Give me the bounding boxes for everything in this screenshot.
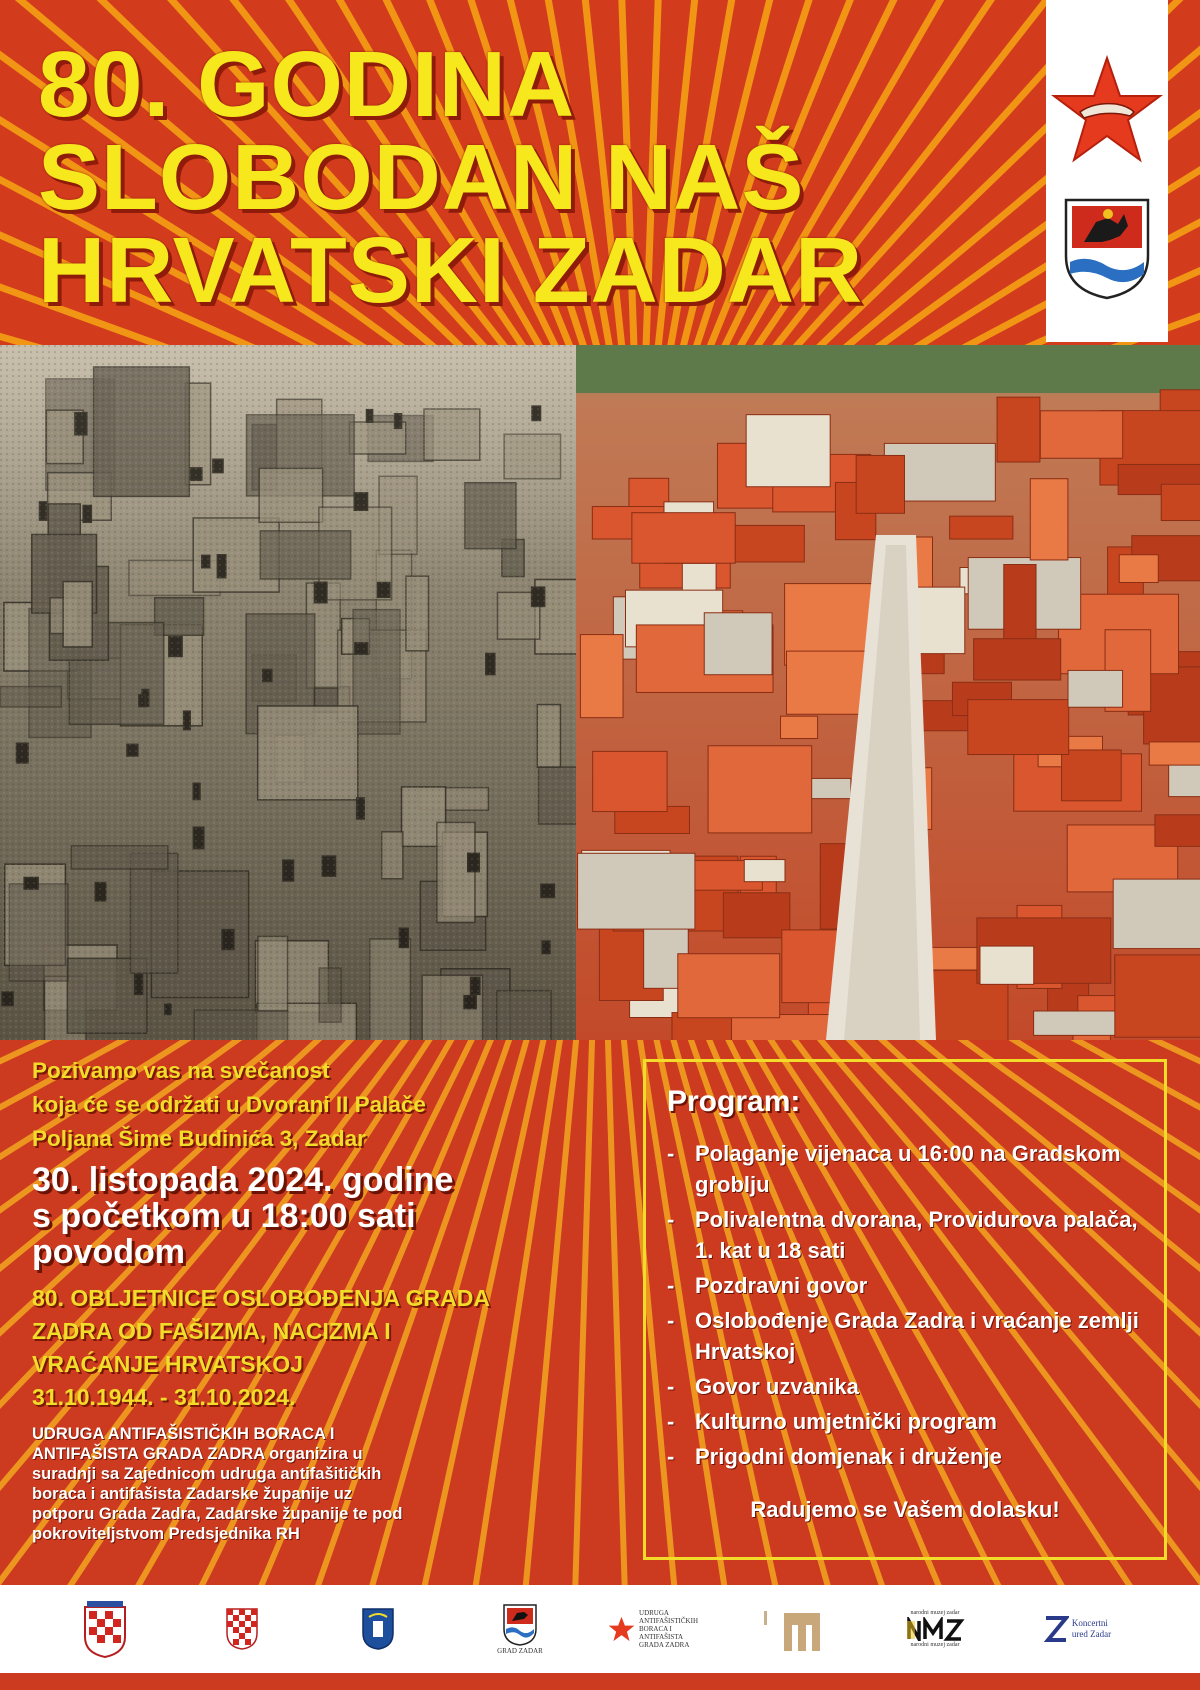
modern-zadar-aerial-photo — [576, 345, 1200, 1040]
heritage-logo — [760, 1597, 830, 1661]
nmz-bottom-caption: narodni muzej zadar — [910, 1642, 960, 1648]
roof-block — [704, 613, 772, 675]
aerial-city-illustration — [576, 345, 1200, 1040]
uabazg-caption-line: ANTIFAŠISTA — [639, 1633, 684, 1641]
ruins-illustration — [0, 345, 580, 1040]
roof-block — [1149, 742, 1200, 765]
date-line-2: s početkom u 18:00 sati — [32, 1197, 416, 1235]
list-dash: - — [667, 1444, 675, 1469]
anniversary-line-1: 80. OBLJETNICE OSLOBOĐENJA GRADA — [32, 1285, 490, 1311]
invite-line-1: Pozivamo vas na svečanost — [32, 1058, 330, 1083]
then-and-now-photos — [0, 345, 1200, 1040]
title-line-2: SLOBODAN NAŠ — [38, 125, 805, 229]
roof-block — [1160, 390, 1200, 413]
invite-line-3: Poljana Šime Budinića 3, Zadar — [32, 1126, 366, 1151]
beige-monument-icon — [762, 1605, 828, 1653]
anniversary-line-2: ZADRA OD FAŠIZMA, NACIZMA I — [32, 1318, 391, 1344]
roof-block — [723, 893, 789, 938]
roof-block — [1004, 565, 1036, 651]
koncertni-ured-zadar-logo — [1032, 1597, 1122, 1661]
roof-block — [1068, 670, 1123, 707]
uabazg-caption-line: ANTIFAŠISTIČKIH — [639, 1617, 698, 1625]
zadar-coat-of-arms-icon — [1062, 196, 1152, 300]
red-star-small-icon — [608, 1609, 635, 1649]
roof-block — [997, 397, 1040, 462]
anniversary-line-3: VRAĆANJE HRVATSKOJ — [32, 1351, 303, 1377]
program-item-text: Prigodni domjenak i druženje — [695, 1444, 1002, 1469]
zadar-county-logo — [80, 1597, 130, 1661]
list-dash: - — [667, 1141, 675, 1166]
title-line-3: HRVATSKI ZADAR — [38, 218, 864, 322]
roof-block — [1062, 750, 1122, 801]
program-item-text: Pozdravni govor — [695, 1273, 868, 1298]
program-item-text: Polaganje vijenaca u 16:00 na Gradskom groblju — [695, 1141, 1121, 1197]
program-item — [667, 1138, 1142, 1200]
koncertni-z-icon — [1043, 1614, 1069, 1644]
program-heading: Program: — [667, 1085, 801, 1118]
croatia-coat-of-arms-logo — [222, 1597, 262, 1661]
grad-zadar-logo — [495, 1597, 545, 1661]
uabazg-caption-line: UDRUGA — [639, 1609, 669, 1617]
poster-header — [0, 0, 1200, 345]
roof-block — [578, 853, 695, 929]
organizer-line-4: boraca i antifašista Zadarske županije uz — [32, 1485, 353, 1503]
roof-block — [708, 746, 812, 833]
roof-block — [968, 700, 1069, 755]
roof-block — [974, 639, 1061, 680]
blue-shield-icon — [361, 1607, 395, 1651]
date-line-3: povodom — [32, 1233, 185, 1271]
blue-shield-logo — [358, 1597, 398, 1661]
poster-title — [38, 32, 1038, 322]
event-date — [32, 1162, 642, 1270]
croatian-checkerboard-icon — [225, 1607, 259, 1651]
zadar-county-crest-icon — [83, 1599, 127, 1659]
program-item — [667, 1270, 1142, 1301]
uabazg-caption-line: GRADA ZADRA — [639, 1641, 690, 1649]
program-item-text: Govor uzvanika — [695, 1374, 859, 1399]
roof-block — [580, 635, 623, 718]
organizer-line-3: suradnji sa Zajednicom udruga antifašitičkih — [32, 1465, 382, 1483]
grad-zadar-caption: GRAD ZADAR — [497, 1647, 543, 1655]
roof-block — [632, 513, 735, 564]
anniversary-text — [32, 1282, 642, 1414]
bottom-red-bar — [0, 1673, 1200, 1690]
invite-line-2: koja će se održati u Dvorani II Palače — [32, 1092, 426, 1117]
roof-block — [1144, 667, 1200, 744]
organizer-text — [32, 1424, 592, 1544]
program-box — [643, 1059, 1167, 1560]
koncertni-caption-line: ured Zadar — [1071, 1629, 1112, 1639]
invitation-section — [0, 1040, 1200, 1585]
roof-block — [980, 946, 1034, 984]
narodni-muzej-zadar-logo — [900, 1597, 970, 1661]
grad-zadar-crest-icon — [502, 1603, 538, 1647]
roof-block — [1115, 955, 1200, 1037]
emblem-strip — [1046, 0, 1168, 342]
uabazg-logo — [608, 1597, 698, 1661]
nmz-wordmark-icon — [905, 1617, 965, 1641]
program-item — [667, 1204, 1142, 1266]
program-list — [667, 1138, 1142, 1472]
date-line-1: 30. listopada 2024. godine — [32, 1161, 454, 1199]
roof-block — [593, 751, 667, 811]
program-item — [667, 1441, 1142, 1472]
program-item-text: Polivalentna dvorana, Providurova palača, 1. kat u 18 sati — [695, 1207, 1138, 1263]
organizer-line-5: potporu Grada Zadra, Zadarske županije te pod — [32, 1505, 403, 1523]
roof-block — [1161, 484, 1200, 520]
list-dash: - — [667, 1308, 675, 1333]
list-dash: - — [667, 1374, 675, 1399]
closing-message: Radujemo se Vašem dolasku! — [750, 1497, 1060, 1522]
title-line-1: 80. GODINA — [38, 32, 576, 136]
roof-block — [1155, 815, 1200, 847]
roof-block — [1119, 555, 1158, 583]
roof-block — [746, 415, 830, 487]
program-item — [667, 1406, 1142, 1437]
organizer-line-6: pokroviteljstvom Predsjednika RH — [32, 1525, 300, 1543]
anniversary-dates: 31.10.1944. - 31.10.2024. — [32, 1384, 296, 1410]
koncertni-caption — [1072, 1618, 1111, 1640]
roof-block — [1113, 879, 1200, 948]
roof-block — [950, 516, 1013, 539]
koncertni-caption-line: Koncertni — [1071, 1618, 1108, 1628]
sponsor-logo-strip — [0, 1585, 1200, 1673]
roof-block — [856, 455, 904, 513]
organizer-line-2: ANTIFAŠISTA GRADA ZADRA organizira u — [32, 1445, 363, 1463]
nmz-top-caption: narodni muzej zadar — [910, 1610, 960, 1616]
program-item-text: Oslobođenje Grada Zadra i vraćanje zemlji Hrvatskoj — [695, 1308, 1139, 1364]
program-item — [667, 1305, 1142, 1367]
roof-block — [781, 716, 818, 738]
roof-block — [678, 954, 780, 1018]
list-dash: - — [667, 1273, 675, 1298]
program-item — [667, 1371, 1142, 1402]
uabazg-caption-line: BORACA I — [639, 1625, 672, 1633]
roof-block — [744, 860, 785, 882]
organizer-line-1: UDRUGA ANTIFAŠISTIČKIH BORACA I — [32, 1425, 335, 1443]
list-dash: - — [667, 1207, 675, 1232]
uabazg-caption — [639, 1609, 698, 1649]
red-star-icon — [1050, 54, 1164, 166]
invitation-text — [32, 1054, 642, 1544]
roof-block — [1040, 411, 1122, 459]
ruined-zadar-1944-photo — [0, 345, 580, 1040]
roof-block — [1030, 479, 1068, 560]
list-dash: - — [667, 1409, 675, 1434]
program-item-text: Kulturno umjetnički program — [695, 1409, 997, 1434]
